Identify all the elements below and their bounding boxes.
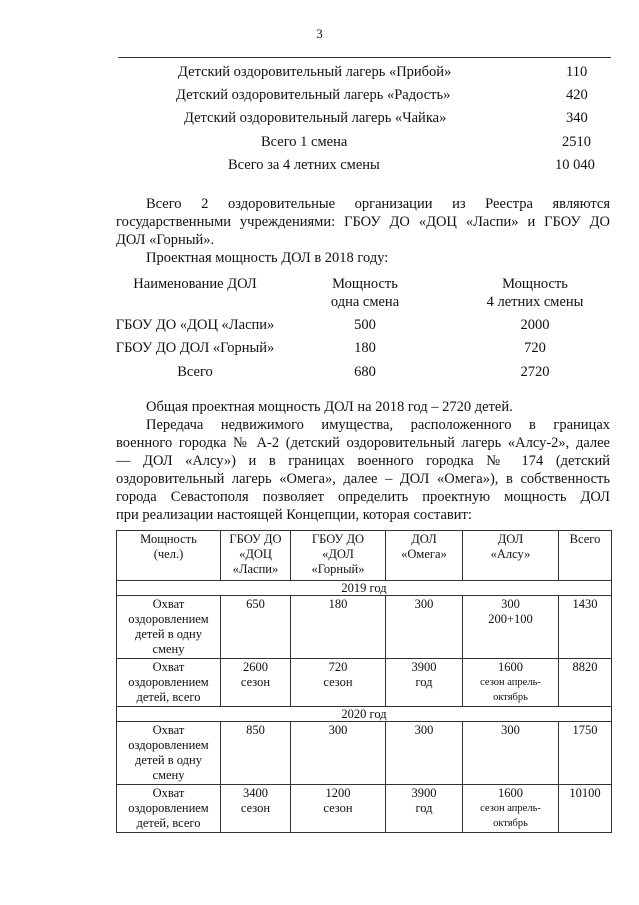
capacity-row-total-one: 680: [354, 364, 376, 380]
paragraph-line: при реализации настоящей Концепции, которая составит:: [116, 507, 472, 523]
total-one-shift-value: 2510: [562, 134, 591, 150]
year-label: 2020 год: [117, 707, 612, 722]
paragraph-line: оздоровительный лагерь «Омега», далее – ДОЛ «Омега»), в собственность: [116, 471, 610, 487]
paragraph-line: военного городка № А-2 (детский оздоровительный лагерь «Алсу-2», далее: [116, 435, 610, 451]
table-cell: 300: [386, 596, 463, 659]
camp-value: 110: [566, 64, 588, 80]
table-row: [117, 785, 612, 833]
table-cell: 1750: [559, 722, 612, 785]
header-rule: [118, 57, 611, 58]
year-label: 2019 год: [117, 581, 612, 596]
capacity-row-one: 180: [354, 340, 376, 356]
row-label: Охват оздоровлением детей в одну смену: [117, 596, 221, 659]
table-cell: 3900 год: [386, 659, 463, 707]
capacity-row-four: 720: [524, 340, 546, 356]
header-cell-total: Всего: [559, 531, 612, 581]
header-cell-capacity: Мощность (чел.): [117, 531, 221, 581]
table-cell: 300: [386, 722, 463, 785]
header-cell-gorny: ГБОУ ДО «ДОЛ «Горный»: [291, 531, 386, 581]
paragraph-line: Передача недвижимого имущества, расположенного в границах: [146, 417, 610, 433]
table-cell: 1600 сезон апрель- октябрь: [463, 785, 559, 833]
capacity-row-four: 2000: [520, 317, 550, 333]
header-cell-omega: ДОЛ «Омега»: [386, 531, 463, 581]
table-cell: 1430: [559, 596, 612, 659]
table-cell: 1600 сезон апрель- октябрь: [463, 659, 559, 707]
camp-name: Детский оздоровительный лагерь «Радость»: [176, 87, 451, 103]
paragraph-line: Проектная мощность ДОЛ в 2018 году:: [146, 250, 389, 266]
paragraph-line: города Севастополя позволяет определить проектную мощность ДОЛ: [116, 489, 610, 505]
capacity-projection-table: [116, 530, 612, 833]
paragraph-line: государственными учреждениями: ГБОУ ДО «ДОЦ «Ласпи» и ГБОУ ДО: [116, 214, 610, 230]
capacity-header-one: Мощность: [332, 276, 398, 292]
capacity-row-name: ГБОУ ДО ДОЛ «Горный»: [115, 340, 275, 356]
table-cell: 3900 год: [386, 785, 463, 833]
capacity-header-four: Мощность: [502, 276, 568, 292]
table-cell: 2600 сезон: [221, 659, 291, 707]
capacity-row-name: ГБОУ ДО «ДОЦ «Ласпи»: [115, 317, 275, 333]
capacity-header-one-sub: одна смена: [330, 294, 400, 310]
paragraph-line: ДОЛ «Горный».: [116, 232, 215, 248]
camp-name: Детский оздоровительный лагерь «Прибой»: [178, 64, 452, 80]
capacity-row-total-label: Всего: [177, 364, 213, 380]
paragraph-line: Всего 2 оздоровительные организации из Реестра являются: [146, 196, 610, 212]
header-cell-alsu: ДОЛ «Алсу»: [463, 531, 559, 581]
paragraph-line: — ДОЛ «Алсу») и в границах военного городка № 174 (детский: [116, 453, 610, 469]
paragraph-line: Общая проектная мощность ДОЛ на 2018 год – 2720 детей.: [146, 399, 513, 415]
table-row: [117, 596, 612, 659]
table-cell: 8820: [559, 659, 612, 707]
capacity-row-total-four: 2720: [520, 364, 550, 380]
table-cell: 10100: [559, 785, 612, 833]
table-cell: 650: [221, 596, 291, 659]
capacity-header-name: Наименование ДОЛ: [133, 276, 257, 292]
table-cell: 180: [291, 596, 386, 659]
table-cell: 850: [221, 722, 291, 785]
total-one-shift-label: Всего 1 смена: [261, 134, 348, 150]
table-cell: 1200 сезон: [291, 785, 386, 833]
table-row: [117, 722, 612, 785]
header-cell-laspi: ГБОУ ДО «ДОЦ «Ласпи»: [221, 531, 291, 581]
table-cell: 720 сезон: [291, 659, 386, 707]
table-cell: 300: [291, 722, 386, 785]
row-label: Охват оздоровлением детей в одну смену: [117, 722, 221, 785]
table-cell: 300: [463, 722, 559, 785]
camp-value: 420: [566, 87, 588, 103]
total-four-shifts-value: 10 040: [555, 157, 595, 173]
year-row: [117, 581, 612, 596]
table-row: [117, 659, 612, 707]
capacity-header-four-sub: 4 летних смены: [486, 294, 584, 310]
table-cell: 300 200+100: [463, 596, 559, 659]
camp-value: 340: [566, 110, 588, 126]
row-label: Охват оздоровлением детей, всего: [117, 659, 221, 707]
total-four-shifts-label: Всего за 4 летних смены: [228, 157, 380, 173]
camp-name: Детский оздоровительный лагерь «Чайка»: [184, 110, 447, 126]
page-number: 3: [316, 26, 323, 41]
table-cell: 3400 сезон: [221, 785, 291, 833]
capacity-row-one: 500: [354, 317, 376, 333]
year-row: [117, 707, 612, 722]
row-label: Охват оздоровлением детей, всего: [117, 785, 221, 833]
table-header-row: [117, 531, 612, 581]
